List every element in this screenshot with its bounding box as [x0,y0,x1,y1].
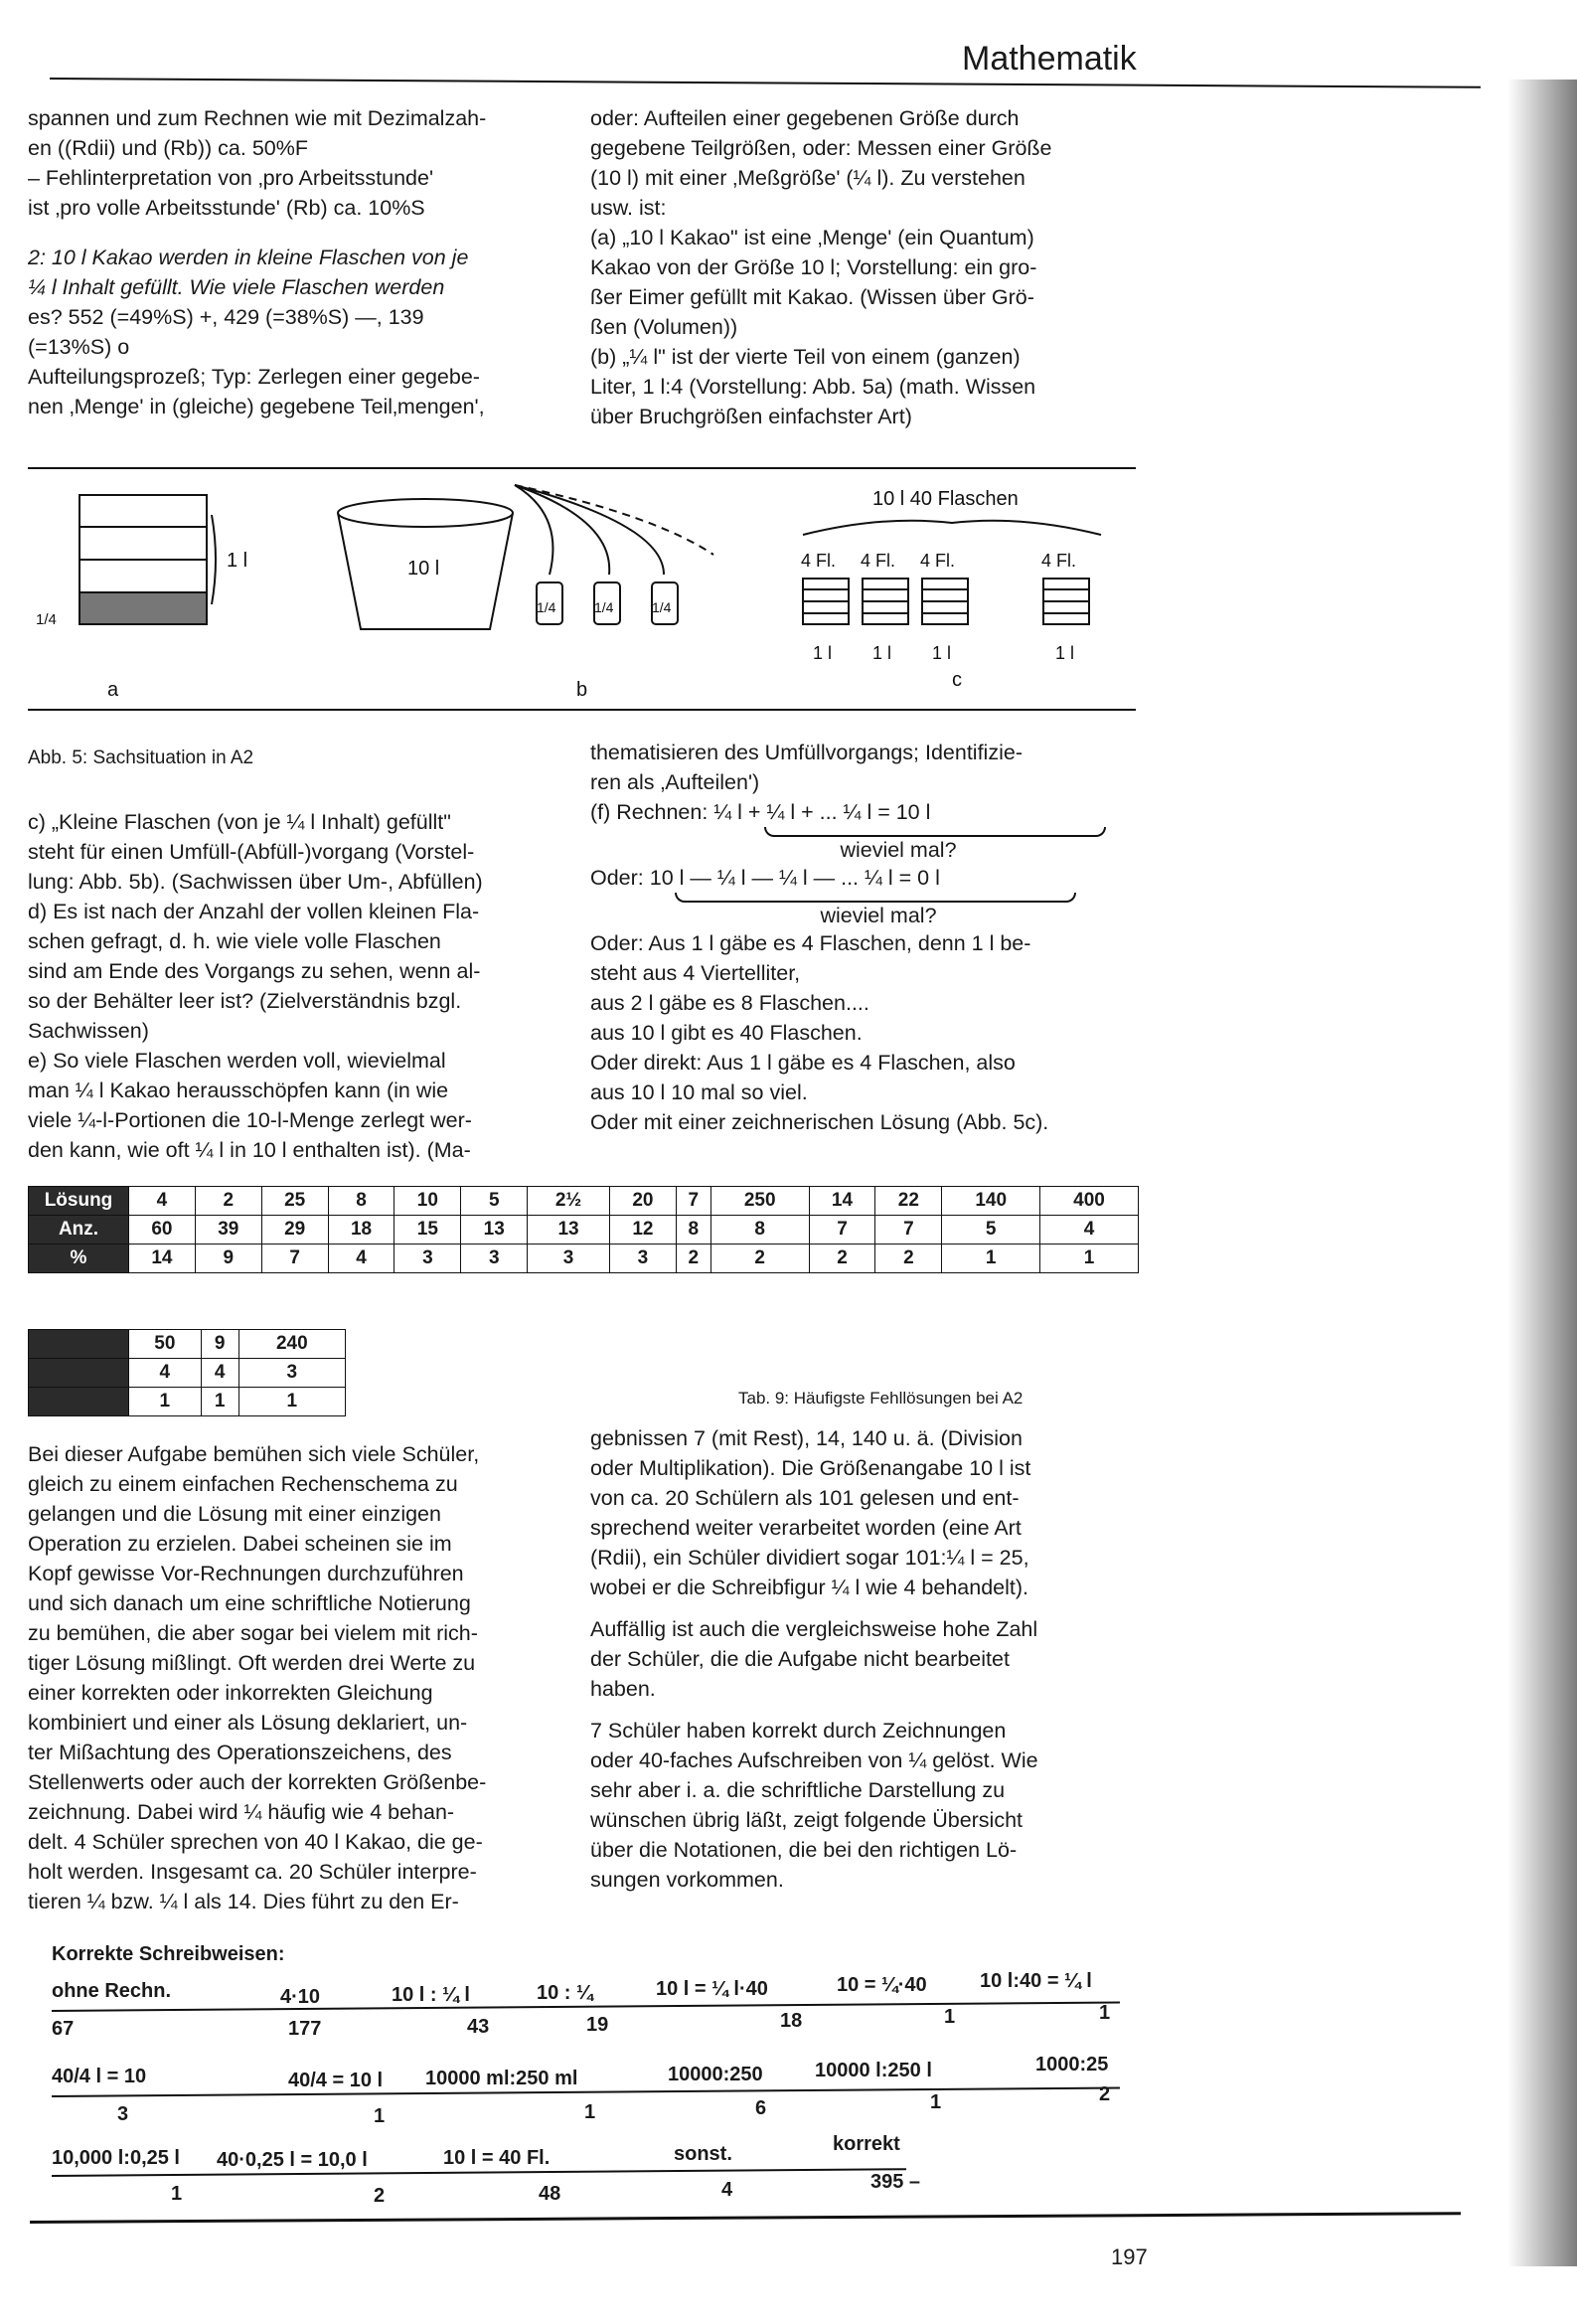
table-cell: 2 [809,1245,875,1273]
text-line: aus 2 l gäbe es 8 Flaschen.... [590,991,869,1015]
one-liter-label: 1 l [227,550,248,572]
brace-2 [675,893,1076,903]
table-cell: 1 [201,1388,238,1416]
notation-count: 48 [539,2183,561,2205]
text-line: d) Es ist nach der Anzahl der vollen kleinen Fla- [28,900,480,923]
table-cell: 18 [328,1216,394,1245]
notation-count: 1 [930,2091,942,2113]
liter-column [79,495,216,624]
text-line: ren als ‚Aufteilen') [590,770,760,794]
brace-1 [764,827,1106,837]
notation-count: 1 [944,2006,956,2028]
brace [803,521,1101,535]
side-mark: 1/4 [36,611,57,628]
text-line: und sich danach um eine schriftliche Notierung [28,1591,471,1615]
notation-count: 1 [374,2105,386,2127]
text-line: von ca. 20 Schülern als 101 gelesen und ent- [590,1486,1020,1510]
figure-label-c: c [952,669,962,691]
notation-label: 10 = ¼·40 [837,1974,927,1996]
notation-label: 10 l:40 = ¼ l [980,1970,1092,1992]
text-line: e) So viele Flaschen werden voll, wievielmal [28,1049,446,1073]
row-head: % [29,1245,129,1273]
four-fl-label: 4 Fl. [801,551,837,571]
notation-label: 10,000 l:0,25 l [52,2147,180,2169]
notation-count: 1 [584,2101,596,2123]
text-line: oder Multiplikation). Die Größenangabe 10 l ist [590,1456,1031,1480]
notation-label: 40/4 = 10 l [288,2070,384,2091]
notation-label: 10 : ¼ [537,1982,593,2004]
notation-label: 4·10 [280,1986,321,2008]
table-row [29,1388,346,1416]
notation-count: 19 [586,2014,609,2036]
table-cell: 20 [609,1187,676,1216]
notation-label: 10 l = 40 Fl. [443,2147,551,2169]
table-cell: 1 [238,1388,345,1416]
right-mid-column [590,738,1147,1137]
text-line: gleich zu einem einfachen Rechenschema zu [28,1472,458,1496]
notation-title: Korrekte Schreibweisen: [52,1943,285,1965]
crate-liter: 1 l [932,643,952,663]
text-line: Sachwissen) [28,1019,149,1043]
four-fl-label: 4 Fl. [861,551,896,571]
table-cell: 3 [238,1359,345,1388]
text-line: spannen und zum Rechnen wie mit Dezimalzah- [28,106,487,130]
table-cell: 7 [676,1187,710,1216]
header-rule [50,78,1481,88]
text-line: Kopf gewisse Vor-Rechnungen durchzuführen [28,1562,464,1585]
text-line [28,223,564,243]
table-cell: 13 [461,1216,528,1245]
table-cell: 1 [129,1388,202,1416]
text-line: viele ¼-l-Portionen die 10-l-Menge zerlegt wer- [28,1108,472,1132]
text-line: (Rdii), ein Schüler dividiert sogar 101:¼ l = 25, [590,1546,1029,1570]
table-row [29,1216,1139,1245]
text-line: usw. ist: [590,196,667,220]
row-head [29,1330,129,1359]
bottle-quarter: 1/4 [594,599,614,615]
table-cell: 4 [1040,1216,1139,1245]
text-line: oder 40-faches Aufschreiben von ¼ gelöst. Wie [590,1748,1038,1772]
notation-count: 1 [171,2183,183,2205]
table-cell: 4 [129,1359,202,1388]
table-cell: 8 [328,1187,394,1216]
equation-2: Oder: 10 l — ¼ l — ¼ l — ... ¼ l = 0 l [590,866,940,890]
text-line: steht für einen Umfüll-(Abfüll-)vorgang (Vorstel- [28,840,475,864]
bottle-quarter: 1/4 [652,599,672,615]
table-cell: 2 [710,1245,809,1273]
table-cell: 3 [461,1245,528,1273]
notation-label: 10000:250 [668,2064,763,2085]
notation-count: 43 [467,2016,490,2038]
row-head: Lösung [29,1187,129,1216]
text-line: tiger Lösung mißlingt. Oft werden drei Werte zu [28,1651,476,1675]
text-line: (10 l) mit einer ‚Meßgröße' (¼ l). Zu verstehen [590,166,1025,190]
text-line: zeichnung. Dabei wird ¼ häufig wie 4 behan- [28,1800,455,1824]
text-line: Operation zu erzielen. Dabei scheinen sie im [28,1532,452,1556]
text-line: ßen (Volumen)) [590,315,738,339]
text-line: ¼ l Inhalt gefüllt. Wie viele Flaschen werden [28,275,445,299]
notation-count: 2 [374,2185,386,2207]
notation-count: 18 [780,2010,803,2032]
table-cell: 3 [528,1245,610,1273]
figure-caption: Abb. 5: Sachsituation in A2 [28,747,254,768]
text-line: (a) „10 l Kakao" ist eine ‚Menge' (ein Quantum) [590,226,1034,249]
text-line: sungen vorkommen. [590,1868,784,1892]
text-line: gebnissen 7 (mit Rest), 14, 140 u. ä. (Division [590,1426,1023,1450]
text-line: Bei dieser Aufgabe bemühen sich viele Schüler, [28,1442,480,1466]
notation-label: sonst. [674,2143,732,2165]
table-cell: 400 [1040,1187,1139,1216]
table-cell: 2½ [528,1187,610,1216]
table-cell: 29 [261,1216,328,1245]
text-line: 7 Schüler haben korrekt durch Zeichnungen [590,1719,1007,1743]
figure-top-rule [28,467,1136,469]
table-cell: 140 [942,1187,1040,1216]
table-cell: 14 [129,1245,196,1273]
text-line: gelangen und die Lösung mit einer einzigen [28,1502,441,1526]
figure-label-a: a [107,679,119,701]
table-cell: 4 [129,1187,196,1216]
table-cell: 2 [875,1245,942,1273]
text-line: lung: Abb. 5b). (Sachwissen über Um-, Abfüllen) [28,870,483,894]
table-cell: 22 [875,1187,942,1216]
table-cell: 5 [942,1216,1040,1245]
ten-liter-label: 10 l [407,558,440,580]
notation-label: 10000 ml:250 ml [425,2068,578,2089]
table-9-continued [28,1329,346,1416]
table-row [29,1359,346,1388]
table-cell: 7 [809,1216,875,1245]
notation-count: 4 [721,2179,733,2201]
crate-liter: 1 l [813,643,833,663]
table-cell: 8 [710,1216,809,1245]
text-line: en ((Rdii) und (Rb)) ca. 50%F [28,136,308,160]
text-line: der Schüler, die die Aufgabe nicht bearbeitet [590,1647,1010,1671]
text-line: über die Notationen, die bei den richtigen Lö- [590,1838,1018,1862]
row-head [29,1359,129,1388]
notation-count: 3 [117,2103,129,2125]
text-line: gegebene Teilgrößen, oder: Messen einer Größe [590,136,1052,160]
crates [803,579,1089,624]
left-bottom-column [28,1439,564,1916]
figure-5 [28,475,1136,714]
text-line: schen gefragt, d. h. wie viele volle Flaschen [28,929,441,953]
table-cell: 60 [129,1216,196,1245]
table-cell: 13 [528,1216,610,1245]
crate-liter: 1 l [872,643,892,663]
table-row [29,1187,1139,1216]
table-cell: 9 [201,1330,238,1359]
text-line: es? 552 (=49%S) +, 429 (=38%S) —, 139 [28,305,424,329]
text-line: ter Mißachtung des Operationszeichens, des [28,1741,452,1764]
table-row [29,1245,1139,1273]
text-line: Aufteilungsprozeß; Typ: Zerlegen einer gegebe- [28,365,480,389]
notation-label: 10 l = ¼ l·40 [656,1978,768,2000]
table-cell: 4 [328,1245,394,1273]
text-line: nen ‚Menge' in (gleiche) gegebene Teil‚mengen', [28,395,485,418]
table-row [29,1330,346,1359]
notation-count: 1 [1099,2002,1111,2024]
bottle-quarter: 1/4 [537,599,556,615]
brace-label-2: wieviel mal? [820,904,937,927]
text-line: – Fehlinterpretation von ‚pro Arbeitsstunde' [28,166,434,190]
forty-bottles-label: 10 l 40 Flaschen [872,488,1019,510]
text-line: tieren ¼ bzw. ¼ l als 14. Dies führt zu den Er- [28,1890,459,1913]
text-line: (=13%S) o [28,335,130,359]
notation-label: 10 l : ¼ l [392,1984,470,2006]
table-caption: Tab. 9: Häufigste Fehllösungen bei A2 [738,1389,1024,1408]
table-cell: 3 [609,1245,676,1273]
four-fl-label: 4 Fl. [920,551,956,571]
text-line: (b) „¼ l" ist der vierte Teil von einem (ganzen) [590,345,1021,369]
table-cell: 15 [394,1216,461,1245]
notation-count: 2 [1099,2083,1111,2105]
page-number: 197 [1111,2244,1148,2269]
text-line: haben. [590,1677,656,1701]
table-cell: 2 [676,1245,710,1273]
text-line: aus 10 l 10 mal so viel. [590,1080,808,1104]
text-line: delt. 4 Schüler sprechen von 40 l Kakao, die ge- [28,1830,483,1854]
table-cell: 1 [1040,1245,1139,1273]
text-line: c) „Kleine Flaschen (von je ¼ l Inhalt) gefüllt" [28,810,451,834]
text-line: Liter, 1 l:4 (Vorstellung: Abb. 5a) (math. Wissen [590,375,1036,399]
table-cell: 7 [875,1216,942,1245]
four-fl-label: 4 Fl. [1041,551,1077,571]
text-line: Stellenwerts oder auch der korrekten Größenbe- [28,1770,487,1794]
text-line: kombiniert und einer als Lösung deklariert, un- [28,1711,468,1735]
row-head: Anz. [29,1216,129,1245]
text-line: Auffällig ist auch die vergleichsweise hohe Zahl [590,1617,1038,1641]
text-line: sehr aber i. a. die schriftliche Darstellung zu [590,1778,1006,1802]
text-line: einer korrekten oder inkorrekten Gleichung [28,1681,433,1705]
page-title: Mathematik [962,40,1137,78]
text-line: oder: Aufteilen einer gegebenen Größe durch [590,106,1020,130]
text-line: sind am Ende des Vorgangs zu sehen, wenn al- [28,959,481,983]
page-edge-shadow [1507,80,1577,2266]
notation-count: 67 [52,2018,75,2040]
table-cell: 4 [201,1359,238,1388]
text-line: wobei er die Schreibfigur ¼ l wie 4 behandelt). [590,1576,1029,1599]
table-cell: 3 [394,1245,461,1273]
text-line: ßer Eimer gefüllt mit Kakao. (Wissen über Grö- [590,285,1034,309]
notation-count: 395 – [870,2171,921,2193]
text-line: Oder mit einer zeichnerischen Lösung (Abb. 5c). [590,1110,1049,1134]
text-line: thematisieren des Umfüllvorgangs; Identifizie- [590,741,1023,764]
text-line: über Bruchgrößen einfachster Art) [590,405,912,428]
table-cell: 1 [942,1245,1040,1273]
notation-label: korrekt [833,2133,900,2155]
table-cell: 25 [261,1187,328,1216]
notation-label: 1000:25 [1035,2054,1109,2075]
text-line: 2: 10 l Kakao werden in kleine Flaschen von je [28,246,469,269]
table-cell: 250 [710,1187,809,1216]
notation-label: 10000 l:250 l [815,2060,932,2081]
notation-count: 6 [755,2097,767,2119]
right-bottom-column [590,1423,1147,1895]
table-cell: 39 [195,1216,261,1245]
text-line: steht aus 4 Viertelliter, [590,961,801,985]
table-cell: 2 [195,1187,261,1216]
crate-liter: 1 l [1055,643,1075,663]
footer-rule [30,2212,1461,2224]
table-cell: 9 [195,1245,261,1273]
left-mid-column [28,807,564,1165]
notation-row-rule [52,2087,1120,2097]
text-line: ist ‚pro volle Arbeitsstunde' (Rb) ca. 10%S [28,196,425,220]
text-line: so der Behälter leer ist? (Zielverständnis bzgl. [28,989,462,1013]
table-cell: 12 [609,1216,676,1245]
notation-count: 177 [288,2018,322,2040]
left-top-column [28,103,564,421]
notation-label: ohne Rechn. [52,1980,172,2002]
table-cell: 8 [676,1216,710,1245]
text-line: wünschen übrig läßt, zeigt folgende Übersicht [590,1808,1024,1832]
equation-1: (f) Rechnen: ¼ l + ¼ l + ... ¼ l = 10 l [590,800,931,824]
text-line: holt werden. Insgesamt ca. 20 Schüler interpre- [28,1860,477,1884]
table-cell: 7 [261,1245,328,1273]
table-9 [28,1186,1139,1273]
table-cell: 10 [394,1187,461,1216]
text-line: zu bemühen, die aber sogar bei vielem mit rich- [28,1621,478,1645]
notation-label: 40/4 l = 10 [52,2066,147,2087]
text-line: Kakao von der Größe 10 l; Vorstellung: ein gro- [590,255,1037,279]
pour-arrows [515,485,713,575]
table-cell: 50 [129,1330,202,1359]
row-head [29,1388,129,1416]
text-line: den kann, wie oft ¼ l in 10 l enthalten ist). (Ma- [28,1138,471,1162]
text-line: sprechend weiter verarbeitet worden (eine Art [590,1516,1022,1540]
text-line: Oder: Aus 1 l gäbe es 4 Flaschen, denn 1 l be- [590,931,1031,955]
right-top-column [590,103,1147,431]
text-line: man ¼ l Kakao herausschöpfen kann (in wie [28,1079,449,1102]
notation-label: 40·0,25 l = 10,0 l [217,2149,368,2171]
table-cell: 14 [809,1187,875,1216]
table-cell: 240 [238,1330,345,1359]
text-line: Oder direkt: Aus 1 l gäbe es 4 Flaschen, also [590,1051,1016,1075]
figure-label-b: b [576,679,588,701]
text-line: aus 10 l gibt es 40 Flaschen. [590,1021,863,1045]
brace-label-1: wieviel mal? [840,838,957,862]
table-cell: 5 [461,1187,528,1216]
